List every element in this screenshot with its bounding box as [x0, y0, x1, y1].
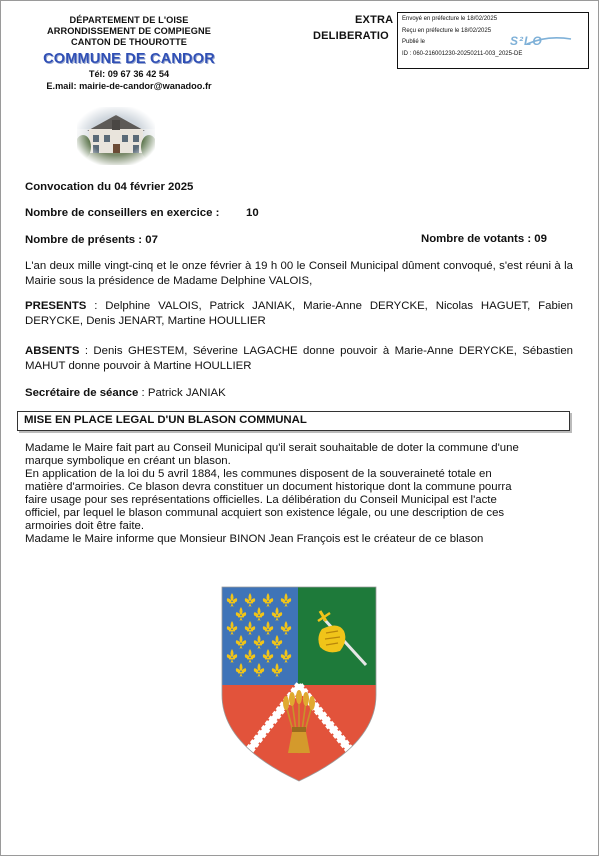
convocation-date: Convocation du 04 février 2025 [25, 181, 194, 193]
body-line: faire usage pour ses représentations officielles. La délibération du Conseil Municipal est l'acte [25, 494, 497, 506]
body-line: matière d'armoiries. Ce blason devra constituer un document historique dont la commune pourra [25, 481, 512, 493]
coat-of-arms-image [220, 585, 378, 783]
body-line: Madame le Maire fait part au Conseil Municipal qu'il serait souhaitable de doter la commune d'une [25, 442, 519, 454]
stamp-id: ID : 060-216001230-20250211-003_2025-DE [402, 50, 523, 57]
absents-title: ABSENTS [25, 345, 80, 357]
presents-list: : Delphine VALOIS, Patrick JANIAK, Marie-Anne DERYCKE, Nicolas HAGUET, Fabien DERYCKE, Denis JENART, Martine HOULLIER [25, 300, 573, 327]
section-heading-box [17, 411, 570, 431]
email-address: E.mail: mairie-de-candor@wanadoo.fr [46, 81, 212, 91]
presents-count: Nombre de présents : 07 [25, 234, 158, 246]
deliberation-body [25, 442, 573, 546]
body-line: marque symbolique en créant un blason. [25, 455, 231, 467]
votants-count: Nombre de votants : 09 [421, 233, 547, 245]
body-line: officiel, par lequel le blason communal acquiert son existence légale, ou une description de ces [25, 507, 505, 519]
presents-title: PRESENTS [25, 300, 87, 312]
secretaire-title: Secrétaire de séance [25, 387, 139, 399]
conseillers-value: 10 [246, 207, 259, 219]
absents-paragraph [25, 344, 573, 374]
body-line: En application de la loi du 5 avril 1884, les communes disposent de la souveraineté totale en [25, 468, 492, 480]
absents-list: : Denis GHESTEM, Séverine LAGACHE donne pouvoir à Marie-Anne DERYCKE, Sébastien MAHUT donne pouvoir à Martine HOULLIER [25, 345, 573, 372]
secretaire-paragraph [25, 386, 573, 401]
stamp-recu: Reçu en préfecture le 18/02/2025 [402, 27, 492, 34]
presents-paragraph [25, 299, 573, 329]
header-departement: DÉPARTEMENT DE L'OISE [69, 15, 189, 25]
conseillers-label: Nombre de conseillers en exercice : [25, 207, 220, 219]
commune-name: COMMUNE DE CANDOR [43, 51, 215, 67]
header-arrondissement: ARRONDISSEMENT DE COMPIEGNE [46, 26, 211, 36]
administrative-header [19, 15, 239, 48]
s2lo-logo: S²LO [510, 34, 543, 48]
town-hall-photo [77, 107, 155, 165]
header-canton: CANTON DE THOUROTTE [70, 37, 188, 47]
document-title-line-1: EXTRA [355, 14, 394, 26]
secretaire-name: : Patrick JANIAK [138, 387, 226, 399]
stamp-publie: Publié le [402, 39, 426, 45]
section-title: MISE EN PLACE LEGAL D'UN BLASON COMMUNAL [24, 414, 307, 426]
phone-number: Tél: 09 67 36 42 54 [88, 69, 170, 79]
document-title-line-2: DELIBERATIO [313, 30, 389, 42]
s2lo-swoosh-icon [525, 35, 573, 47]
body-line: armoiries doit être faite. [25, 520, 145, 532]
meeting-intro: L'an deux mille vingt-cinq et le onze février à 19 h 00 le Conseil Municipal dûment convoqué, s'est réuni à la Mairie sous la présidence de Madame Delphine VALOIS, [25, 260, 573, 287]
body-line: Madame le Maire informe que Monsieur BINON Jean François est le créateur de ce blason [25, 533, 484, 545]
stamp-envoye: Envoyé en préfecture le 18/02/2025 [402, 16, 498, 22]
